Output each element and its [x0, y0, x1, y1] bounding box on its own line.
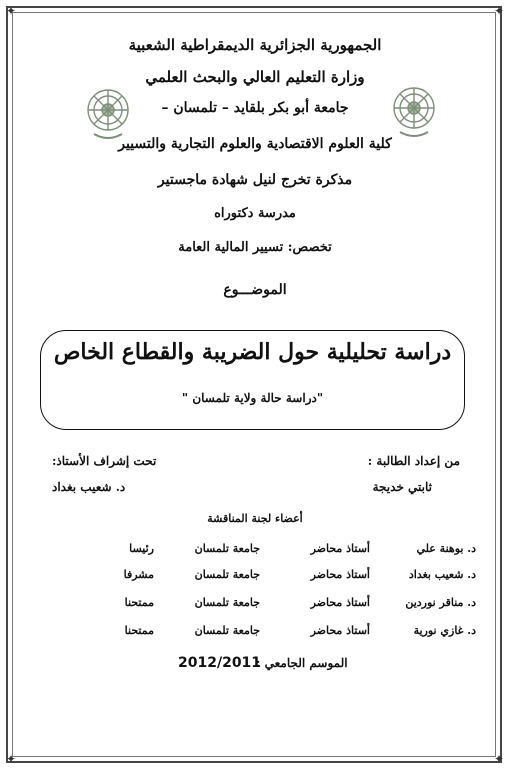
thesis-type: مذكرة تخرج لنيل شهادة ماجستير [157, 172, 353, 188]
corner-ornament-icon: ✦ [5, 752, 17, 766]
corner-ornament-icon: ✦ [493, 752, 505, 766]
committee-member-rank: أستاذ محاضر [310, 568, 370, 581]
doctoral-school: مدرسة دكتوراه [214, 206, 296, 221]
committee-member-rank: أستاذ محاضر [310, 596, 370, 609]
committee-member-university: جامعة تلمسان [194, 568, 260, 581]
committee-member-role: ممتحنا [124, 624, 154, 637]
committee-member-role: ممتحنا [124, 596, 154, 609]
thesis-title: دراسة تحليلية حول الضريبة والقطاع الخاص [53, 339, 452, 365]
academic-year-label: الموسم الجامعي : [256, 656, 348, 670]
university-name: جامعة أبو بكر بلقايد – تلمسان – [161, 100, 349, 116]
academic-year-value: 2012/2011 [178, 655, 262, 671]
republic-name: الجمهورية الجزائرية الديمقراطية الشعبية [128, 36, 382, 54]
committee-member-rank: أستاذ محاضر [310, 542, 370, 555]
subject-label: الموضـــوع [223, 282, 287, 298]
committee-member-university: جامعة تلمسان [194, 542, 260, 555]
committee-member-name: د. مناقر نوردين [405, 596, 476, 609]
thesis-title-box [40, 330, 465, 430]
specialty: تخصص: تسيير المالية العامة [178, 240, 332, 255]
committee-member-role: مشرفا [123, 568, 154, 581]
student-label: من إعداد الطالبة : [367, 454, 460, 468]
committee-member-role: رئيسا [129, 542, 154, 555]
committee-member-name: د. شعيب بغداد [408, 568, 476, 581]
committee-member-name: د. بوهنة علي [416, 542, 476, 555]
committee-member-rank: أستاذ محاضر [310, 624, 370, 637]
faculty-name: كلية العلوم الاقتصادية والعلوم التجارية والتسيير [118, 136, 392, 152]
corner-ornament-icon: ✦ [493, 4, 505, 18]
ministry-name: وزارة التعليم العالي والبحث العلمي [145, 68, 365, 86]
student-name: ثابتي خديجة [372, 480, 432, 494]
committee-member-university: جامعة تلمسان [194, 596, 260, 609]
thesis-subtitle: "دراسة حالة ولاية تلمسان " [181, 391, 324, 405]
supervisor-name: د. شعيب بغداد [52, 480, 126, 494]
committee-heading: أعضاء لجنة المناقشة [207, 512, 303, 525]
supervisor-label: تحت إشراف الأستاذ: [52, 454, 157, 468]
committee-member-name: د. غازي نورية [413, 624, 476, 637]
committee-member-university: جامعة تلمسان [194, 624, 260, 637]
corner-ornament-icon: ✦ [5, 4, 17, 18]
